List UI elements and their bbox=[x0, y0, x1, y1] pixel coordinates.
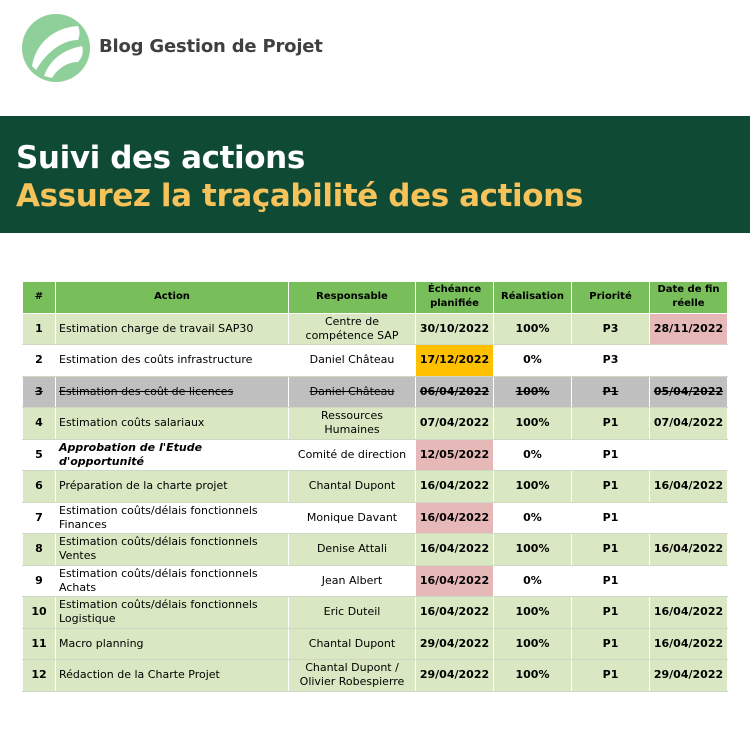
row-number: 6 bbox=[23, 471, 56, 503]
responsable-cell: Centre de compétence SAP bbox=[289, 313, 416, 345]
row-number: 12 bbox=[23, 660, 56, 692]
realisation-cell: 100% bbox=[494, 471, 572, 503]
priorite-cell: P1 bbox=[572, 376, 650, 408]
brand-name: Blog Gestion de Projet bbox=[99, 36, 323, 57]
fin-cell: 16/04/2022 bbox=[650, 534, 728, 566]
realisation-cell: 0% bbox=[494, 565, 572, 597]
row-number: 4 bbox=[23, 408, 56, 440]
priorite-cell: P1 bbox=[572, 565, 650, 597]
col-header-num: # bbox=[23, 282, 56, 314]
fin-cell: 28/11/2022 bbox=[650, 313, 728, 345]
realisation-cell: 100% bbox=[494, 313, 572, 345]
echeance-cell: 30/10/2022 bbox=[416, 313, 494, 345]
action-cell: Estimation coûts salariaux bbox=[56, 408, 289, 440]
action-cell: Estimation coûts/délais fonctionnels Finances bbox=[56, 502, 289, 534]
realisation-cell: 100% bbox=[494, 376, 572, 408]
action-cell: Estimation des coût de licences bbox=[56, 376, 289, 408]
row-number: 3 bbox=[23, 376, 56, 408]
table-row bbox=[23, 502, 728, 534]
responsable-cell: Ressources Humaines bbox=[289, 408, 416, 440]
action-cell: Approbation de l'Etude d'opportunité bbox=[56, 439, 289, 471]
echeance-cell: 29/04/2022 bbox=[416, 628, 494, 660]
action-cell: Estimation des coûts infrastructure bbox=[56, 345, 289, 377]
row-number: 7 bbox=[23, 502, 56, 534]
fin-cell bbox=[650, 565, 728, 597]
priorite-cell: P1 bbox=[572, 597, 650, 629]
row-number: 5 bbox=[23, 439, 56, 471]
row-number: 10 bbox=[23, 597, 56, 629]
table-row bbox=[23, 376, 728, 408]
echeance-cell: 07/04/2022 bbox=[416, 408, 494, 440]
col-header-responsable: Responsable bbox=[289, 282, 416, 314]
realisation-cell: 100% bbox=[494, 628, 572, 660]
page-title: Suivi des actions bbox=[16, 140, 305, 176]
action-cell: Rédaction de la Charte Projet bbox=[56, 660, 289, 692]
title-banner bbox=[0, 116, 750, 233]
responsable-cell: Monique Davant bbox=[289, 502, 416, 534]
action-cell: Estimation coûts/délais fonctionnels Logistique bbox=[56, 597, 289, 629]
realisation-cell: 100% bbox=[494, 597, 572, 629]
fin-cell bbox=[650, 502, 728, 534]
table-header-row bbox=[23, 282, 728, 314]
col-header-priorite: Priorité bbox=[572, 282, 650, 314]
table-row bbox=[23, 471, 728, 503]
actions-table bbox=[22, 281, 728, 692]
realisation-cell: 100% bbox=[494, 408, 572, 440]
table-body bbox=[23, 313, 728, 691]
page-subtitle: Assurez la traçabilité des actions bbox=[16, 178, 583, 214]
table-row bbox=[23, 597, 728, 629]
priorite-cell: P3 bbox=[572, 345, 650, 377]
priorite-cell: P1 bbox=[572, 660, 650, 692]
responsable-cell: Denise Attali bbox=[289, 534, 416, 566]
responsable-cell: Chantal Dupont / Olivier Robespierre bbox=[289, 660, 416, 692]
table-row bbox=[23, 565, 728, 597]
realisation-cell: 0% bbox=[494, 502, 572, 534]
fin-cell: 29/04/2022 bbox=[650, 660, 728, 692]
action-cell: Estimation coûts/délais fonctionnels Achats bbox=[56, 565, 289, 597]
fin-cell: 05/04/2022 bbox=[650, 376, 728, 408]
col-header-realisation: Réalisation bbox=[494, 282, 572, 314]
fin-cell: 16/04/2022 bbox=[650, 471, 728, 503]
action-cell: Estimation coûts/délais fonctionnels Ventes bbox=[56, 534, 289, 566]
fin-cell bbox=[650, 345, 728, 377]
echeance-cell: 29/04/2022 bbox=[416, 660, 494, 692]
realisation-cell: 0% bbox=[494, 345, 572, 377]
priorite-cell: P1 bbox=[572, 471, 650, 503]
col-header-fin: Date de fin réelle bbox=[650, 282, 728, 314]
realisation-cell: 100% bbox=[494, 660, 572, 692]
table-row bbox=[23, 313, 728, 345]
row-number: 11 bbox=[23, 628, 56, 660]
priorite-cell: P3 bbox=[572, 313, 650, 345]
echeance-cell: 17/12/2022 bbox=[416, 345, 494, 377]
priorite-cell: P1 bbox=[572, 534, 650, 566]
echeance-cell: 16/04/2022 bbox=[416, 502, 494, 534]
table-row bbox=[23, 660, 728, 692]
priorite-cell: P1 bbox=[572, 408, 650, 440]
echeance-cell: 06/04/2022 bbox=[416, 376, 494, 408]
leaf-logo-icon bbox=[22, 14, 90, 82]
row-number: 2 bbox=[23, 345, 56, 377]
table-row bbox=[23, 628, 728, 660]
echeance-cell: 12/05/2022 bbox=[416, 439, 494, 471]
action-cell: Estimation charge de travail SAP30 bbox=[56, 313, 289, 345]
echeance-cell: 16/04/2022 bbox=[416, 471, 494, 503]
realisation-cell: 100% bbox=[494, 534, 572, 566]
echeance-cell: 16/04/2022 bbox=[416, 534, 494, 566]
col-header-action: Action bbox=[56, 282, 289, 314]
table-row bbox=[23, 439, 728, 471]
echeance-cell: 16/04/2022 bbox=[416, 597, 494, 629]
row-number: 1 bbox=[23, 313, 56, 345]
responsable-cell: Chantal Dupont bbox=[289, 471, 416, 503]
row-number: 9 bbox=[23, 565, 56, 597]
table-row bbox=[23, 534, 728, 566]
row-number: 8 bbox=[23, 534, 56, 566]
responsable-cell: Jean Albert bbox=[289, 565, 416, 597]
fin-cell: 16/04/2022 bbox=[650, 628, 728, 660]
fin-cell bbox=[650, 439, 728, 471]
action-cell: Préparation de la charte projet bbox=[56, 471, 289, 503]
fin-cell: 07/04/2022 bbox=[650, 408, 728, 440]
responsable-cell: Comité de direction bbox=[289, 439, 416, 471]
col-header-echeance: Échéance planifiée bbox=[416, 282, 494, 314]
priorite-cell: P1 bbox=[572, 439, 650, 471]
realisation-cell: 0% bbox=[494, 439, 572, 471]
priorite-cell: P1 bbox=[572, 502, 650, 534]
fin-cell: 16/04/2022 bbox=[650, 597, 728, 629]
action-cell: Macro planning bbox=[56, 628, 289, 660]
echeance-cell: 16/04/2022 bbox=[416, 565, 494, 597]
responsable-cell: Daniel Château bbox=[289, 345, 416, 377]
responsable-cell: Eric Duteil bbox=[289, 597, 416, 629]
responsable-cell: Daniel Château bbox=[289, 376, 416, 408]
priorite-cell: P1 bbox=[572, 628, 650, 660]
table-row bbox=[23, 345, 728, 377]
table-row bbox=[23, 408, 728, 440]
responsable-cell: Chantal Dupont bbox=[289, 628, 416, 660]
